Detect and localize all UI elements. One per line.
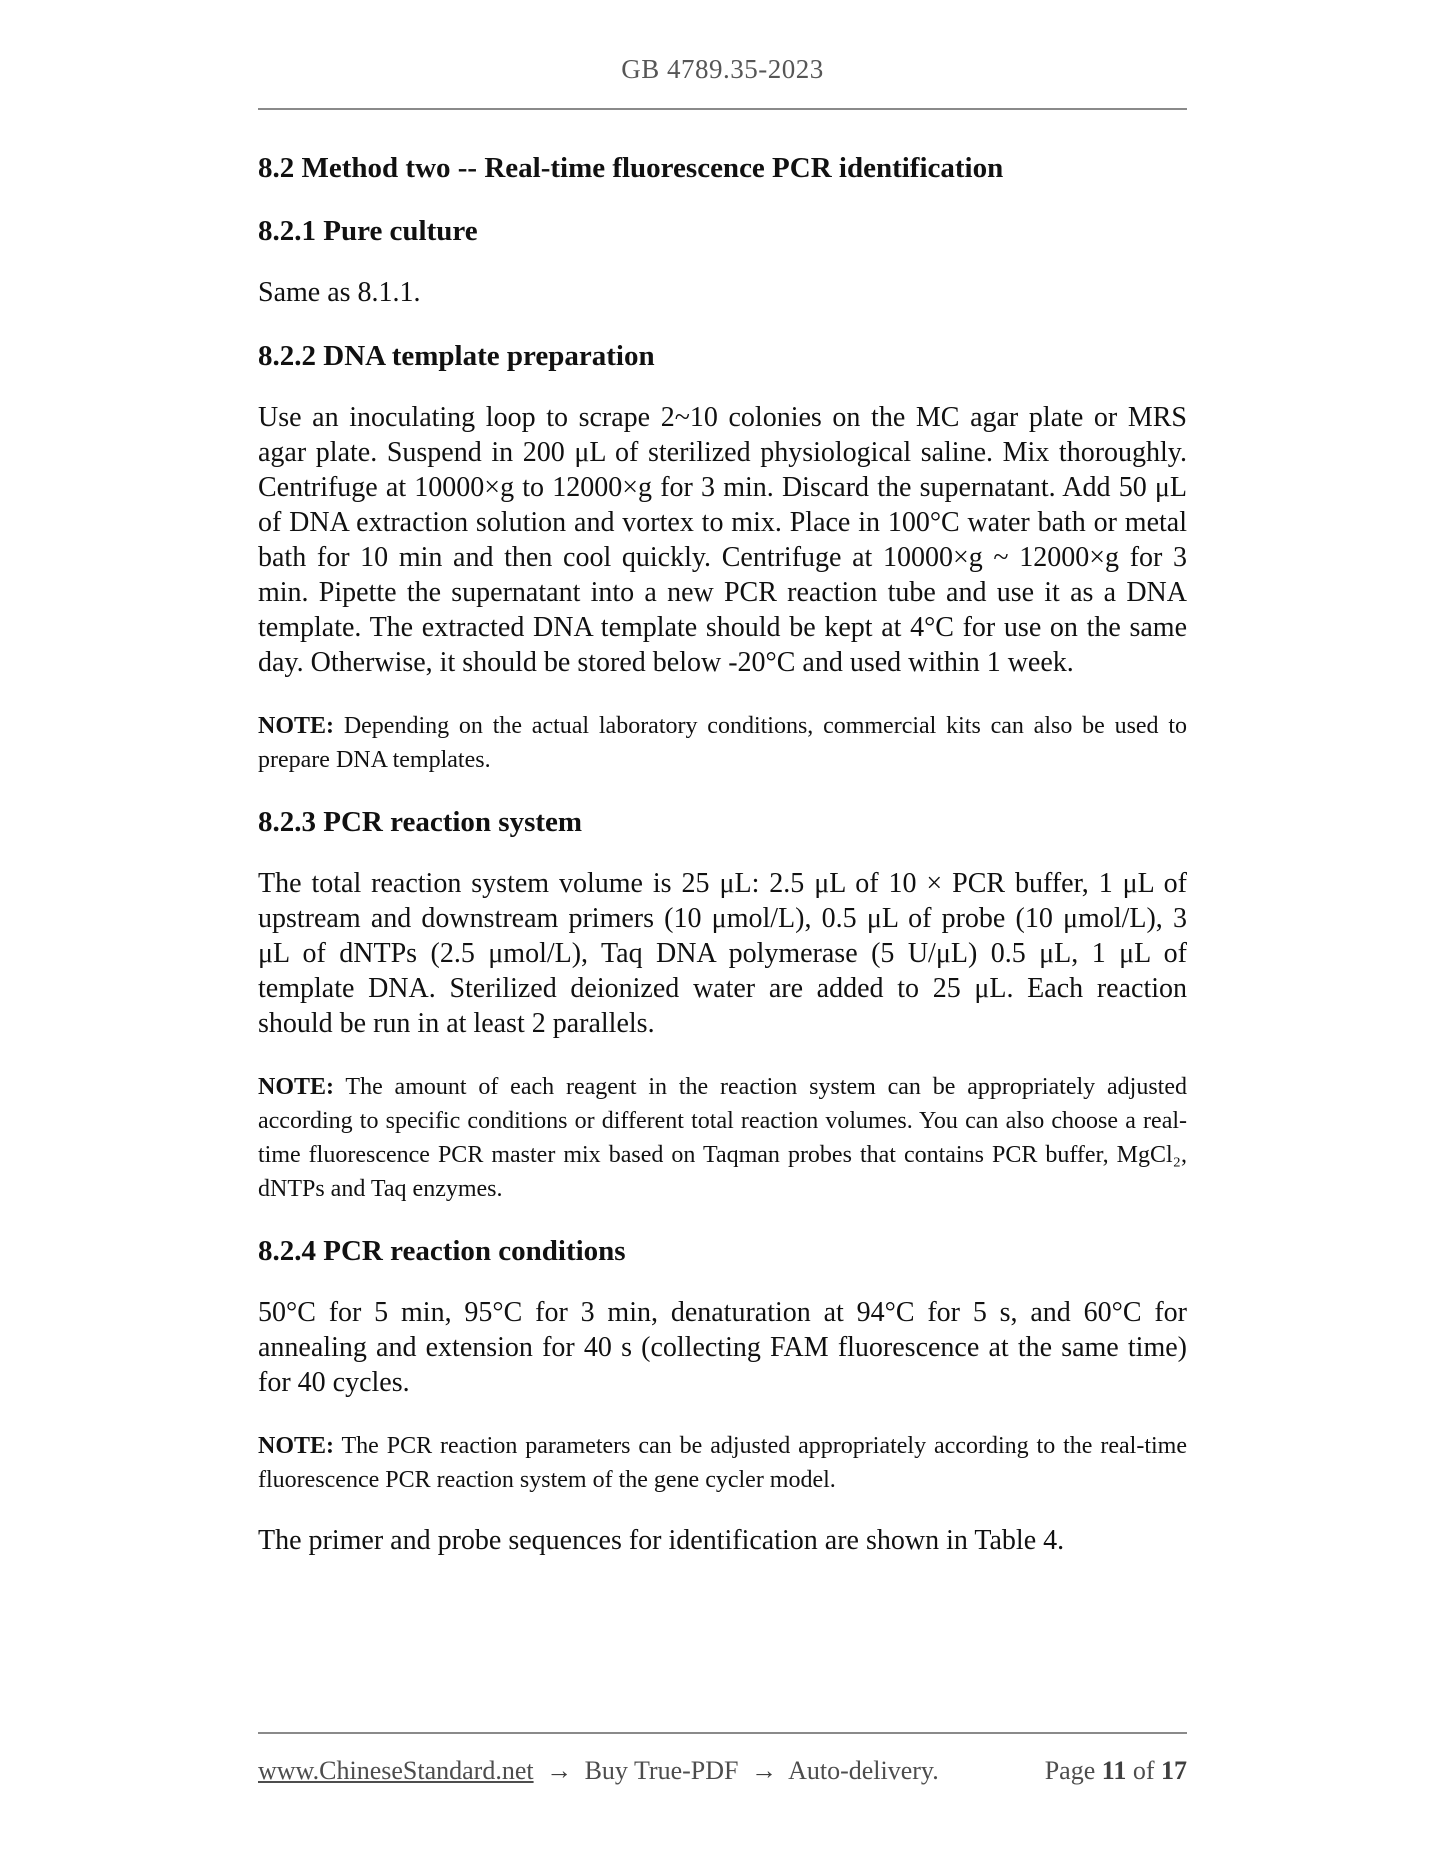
paragraph-8-2-4: 50°C for 5 min, 95°C for 3 min, denaturation at 94°C for 5 s, and 60°C for annealing and extension for 40 s (collecting FAM fluorescence at the same time) for 40 cycles. <box>258 1297 1187 1398</box>
note-label: NOTE: <box>258 713 335 739</box>
paragraph-8-2-1: Same as 8.1.1. <box>258 277 421 308</box>
note-8-2-4 <box>258 1429 1187 1497</box>
section-heading-8-2-1: 8.2.1 Pure culture <box>258 215 478 247</box>
of-label: of <box>1132 1756 1155 1785</box>
note-text: The amount of each reagent in the reaction system can be appropriately adjusted according to specific conditions or different total reaction volumes. You can also choose a real-time fluorescence PCR master mix based on Taqman probes that contains PCR buffer, MgCl₂, dNTPs and Taq enzymes. <box>258 1074 1187 1202</box>
note-text: The PCR reaction parameters can be adjusted appropriately according to the real-time fluorescence PCR reaction system of the gene cycler model. <box>258 1433 1187 1493</box>
section-heading-8-2-2: 8.2.2 DNA template preparation <box>258 340 655 372</box>
current-page-number: 11 <box>1101 1756 1127 1785</box>
section-heading-8-2-4: 8.2.4 PCR reaction conditions <box>258 1235 626 1267</box>
document-number: GB 4789.35-2023 <box>621 54 824 84</box>
page-header <box>258 0 1187 110</box>
page-body <box>0 150 1445 1558</box>
paragraph-table-reference: The primer and probe sequences for identification are shown in Table 4. <box>258 1525 1065 1556</box>
note-label: NOTE: <box>258 1433 335 1459</box>
note-8-2-3 <box>258 1070 1187 1206</box>
footer-delivery-text: Auto-delivery. <box>788 1756 939 1785</box>
section-heading-8-2-3: 8.2.3 PCR reaction system <box>258 806 583 838</box>
footer-page-indicator <box>1045 1756 1187 1786</box>
page-label: Page <box>1044 1756 1096 1785</box>
section-heading-8-2: 8.2 Method two -- Real-time fluorescence PCR identification <box>258 152 1004 184</box>
arrow-right-icon: → <box>546 1756 573 1785</box>
footer-left <box>258 1756 939 1786</box>
paragraph-8-2-3: The total reaction system volume is 25 μL: 2.5 μL of 10 × PCR buffer, 1 μL of upstream and downstream primers (10 μmol/L), 0.5 μL of probe (10 μmol/L), 3 μL of dNTPs (2.5 μmol/L), Taq DNA polymerase (5 U/μL) 0.5 μL, 1 μL of template DNA. Sterilized deionized water are added to 25 μL. Each reaction should be run in at least 2 parallels. <box>258 868 1187 1039</box>
chinesestandard-link[interactable]: www.ChineseStandard.net <box>258 1756 534 1785</box>
note-label: NOTE: <box>258 1074 335 1100</box>
page-footer <box>258 1732 1187 1786</box>
note-text: Depending on the actual laboratory conditions, commercial kits can also be used to prepare DNA templates. <box>258 713 1188 773</box>
total-page-number: 17 <box>1161 1756 1187 1785</box>
arrow-right-icon: → <box>751 1756 777 1785</box>
note-8-2-2 <box>258 709 1187 777</box>
paragraph-8-2-2: Use an inoculating loop to scrape 2~10 colonies on the MC agar plate or MRS agar plate. Suspend in 200 μL of sterilized physiological saline. Mix thoroughly. Centrifuge at 10000×g to 12000×g for 3 min. Discard the supernatant. Add 50 μL of DNA extraction solution and vortex to mix. Place in 100°C water bath or metal bath for 10 min and then cool quickly. Centrifuge at 10000×g ~ 12000×g for 3 min. Pipette the supernatant into a new PCR reaction tube and use it as a DNA template. The extracted DNA template should be kept at 4°C for use on the same day. Otherwise, it should be stored below -20°C and used within 1 week. <box>258 402 1187 678</box>
footer-buy-text: Buy True-PDF <box>584 1756 739 1785</box>
